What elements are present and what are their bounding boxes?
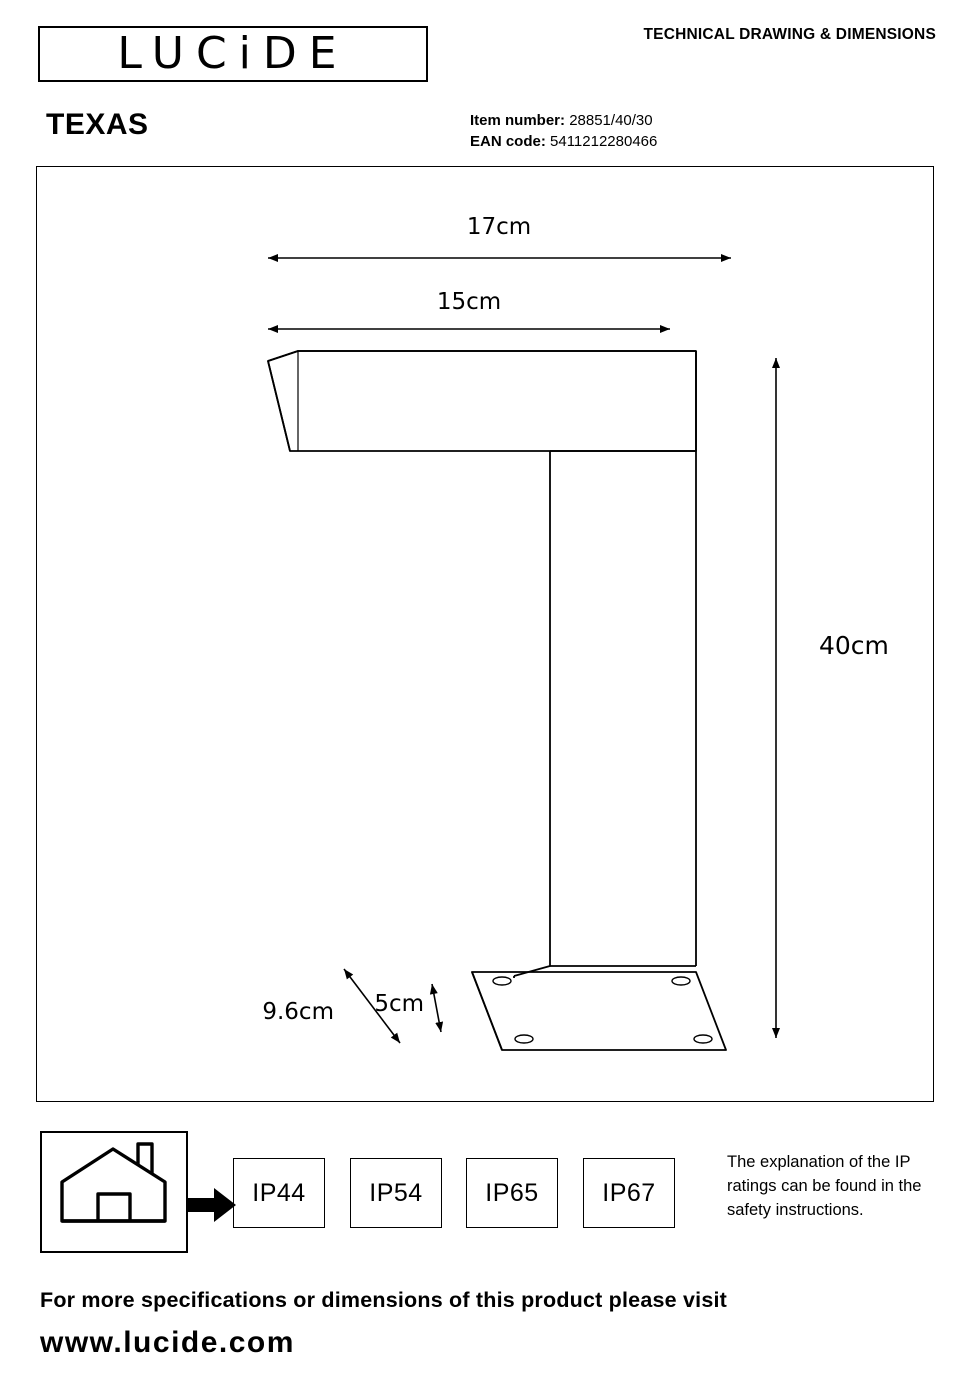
ean-row [470,131,657,152]
base-screw-holes [493,977,712,1043]
ip-rating-ip54: IP54 [350,1158,442,1228]
ip-rating-ip44: IP44 [233,1158,325,1228]
product-identifiers [470,110,657,152]
item-number-row [470,110,657,131]
ean-label: EAN code: [470,133,546,150]
item-number-label: Item number: [470,112,566,129]
dimension-label-width-total: 17cm [466,214,532,240]
dimension-label-height-total: 40cm [819,631,889,660]
brand-logo-text: LUCiDE [117,28,349,79]
page-title: TEXAS [46,108,149,141]
lamp-body-outline [268,351,696,978]
ip-explanation-text: The explanation of the IP ratings can be found in the safety instructions. [727,1153,922,1219]
house-icon [62,1144,165,1221]
section-title: TECHNICAL DRAWING & DIMENSIONS [643,26,936,43]
footer-cta-text: For more specifications or dimensions of this product please visit [40,1288,728,1312]
ip-rating-ip65: IP65 [466,1158,558,1228]
footer-website[interactable]: www.lucide.com [40,1326,295,1359]
product-technical-drawing [36,166,934,1102]
dimension-label-base-offset: 5cm [374,991,424,1017]
dimension-line-base-offset [432,984,441,1032]
ip-rating-ip67: IP67 [583,1158,675,1228]
arrow-right-icon [186,1188,236,1222]
item-number-value: 28851/40/30 [569,112,653,129]
ean-value: 5411212280466 [550,133,658,150]
dimension-label-base-depth: 9.6cm [262,999,334,1025]
dimension-label-width-inner: 15cm [436,289,502,315]
